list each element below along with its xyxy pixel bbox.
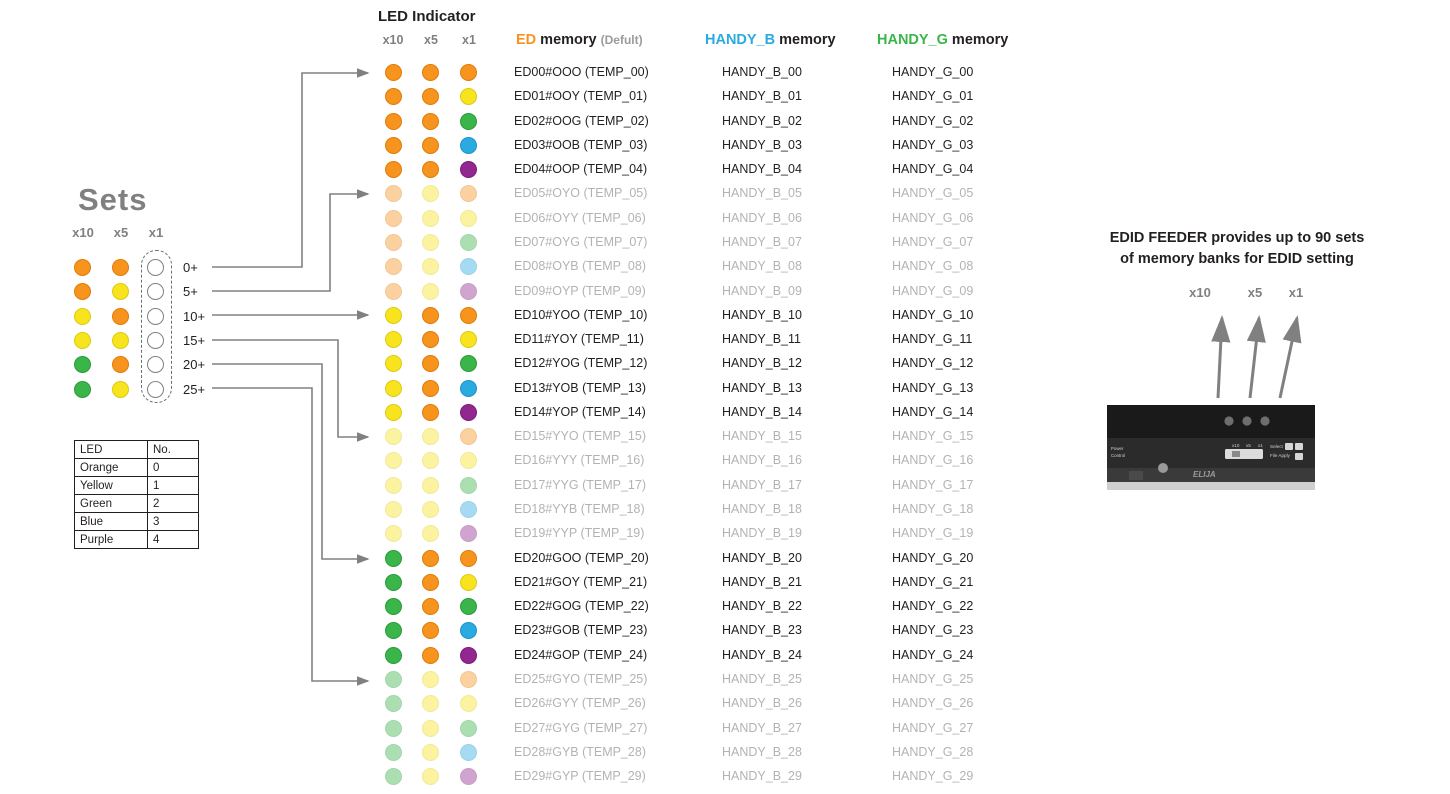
row-led-x5 (422, 477, 439, 494)
right-arrow-label-x10: x10 (1189, 285, 1211, 300)
handy-b-memory-label: HANDY_B_20 (722, 550, 802, 565)
handy-b-memory-label: HANDY_B_27 (722, 720, 802, 735)
row-led-x10 (385, 307, 402, 324)
row-led-x10 (385, 64, 402, 81)
led-col-x5: x5 (424, 33, 438, 47)
handy-b-memory-label: HANDY_B_29 (722, 769, 802, 784)
handy-g-memory-label: HANDY_G_24 (892, 647, 974, 662)
handy-g-memory-label: HANDY_G_06 (892, 210, 974, 225)
handy-g-memory-label: HANDY_G_07 (892, 234, 974, 249)
ed-memory-label: ED13#YOB (TEMP_13) (514, 380, 646, 395)
row-led-x5 (422, 671, 439, 688)
handy-b-memory-label: HANDY_B_15 (722, 429, 802, 444)
row-led-x1 (460, 525, 477, 542)
row-led-x5 (422, 550, 439, 567)
row-led-x5 (422, 210, 439, 227)
ed-memory-label: ED05#OYO (TEMP_05) (514, 186, 648, 201)
row-led-x1 (460, 647, 477, 664)
row-led-x1 (460, 695, 477, 712)
handy-g-accent: HANDY_G (877, 32, 948, 48)
row-led-x1 (460, 671, 477, 688)
handy-b-memory-label: HANDY_B_12 (722, 356, 802, 371)
memory-bank-row (0, 307, 1000, 331)
handy-b-memory-label: HANDY_B_09 (722, 283, 802, 298)
handy-g-memory-label: HANDY_G_01 (892, 89, 974, 104)
memory-bank-row (0, 525, 1000, 549)
row-led-x5 (422, 185, 439, 202)
row-led-x1 (460, 550, 477, 567)
row-led-x5 (422, 283, 439, 300)
row-led-x5 (422, 234, 439, 251)
row-led-x5 (422, 768, 439, 785)
row-led-x10 (385, 185, 402, 202)
handy-g-memory-label: HANDY_G_20 (892, 550, 974, 565)
row-led-x5 (422, 404, 439, 421)
handy-b-memory-header (705, 32, 836, 48)
row-led-x5 (422, 622, 439, 639)
row-led-x1 (460, 501, 477, 518)
row-led-x10 (385, 525, 402, 542)
ed-memory-label: ED08#OYB (TEMP_08) (514, 259, 646, 274)
row-led-x10 (385, 137, 402, 154)
row-led-x5 (422, 380, 439, 397)
led-col-x1: x1 (462, 33, 476, 47)
row-led-x1 (460, 307, 477, 324)
ed-memory-label: ED24#GOP (TEMP_24) (514, 647, 648, 662)
row-led-x10 (385, 404, 402, 421)
row-led-x5 (422, 161, 439, 178)
row-led-x10 (385, 88, 402, 105)
handy-g-memory-label: HANDY_G_18 (892, 502, 974, 517)
svg-text:x1: x1 (1258, 443, 1263, 448)
memory-bank-row (0, 283, 1000, 307)
row-led-x1 (460, 161, 477, 178)
memory-bank-row (0, 695, 1000, 719)
row-led-x1 (460, 331, 477, 348)
ed-memory-label: ED22#GOG (TEMP_22) (514, 599, 649, 614)
ed-memory-rest: memory (536, 32, 597, 48)
row-led-x1 (460, 404, 477, 421)
ed-memory-label: ED23#GOB (TEMP_23) (514, 623, 648, 638)
handy-g-memory-label: HANDY_G_09 (892, 283, 974, 298)
handy-b-memory-label: HANDY_B_21 (722, 574, 802, 589)
handy-g-memory-label: HANDY_G_22 (892, 599, 974, 614)
row-led-x5 (422, 720, 439, 737)
handy-b-memory-label: HANDY_B_19 (722, 526, 802, 541)
row-led-x1 (460, 477, 477, 494)
ed-memory-label: ED00#OOO (TEMP_00) (514, 65, 649, 79)
row-led-x10 (385, 113, 402, 130)
handy-b-memory-label: HANDY_B_26 (722, 696, 802, 711)
handy-g-memory-label: HANDY_G_26 (892, 696, 974, 711)
handy-b-memory-label: HANDY_B_08 (722, 259, 802, 274)
row-led-x10 (385, 501, 402, 518)
svg-text:Power: Power (1111, 446, 1124, 451)
ed-memory-label: ED19#YYP (TEMP_19) (514, 526, 645, 541)
row-led-x1 (460, 720, 477, 737)
row-led-x5 (422, 137, 439, 154)
legend-cell-no: 1 (148, 477, 199, 495)
handy-b-memory-label: HANDY_B_11 (722, 332, 801, 347)
handy-b-memory-label: HANDY_B_25 (722, 672, 802, 686)
memory-bank-row (0, 452, 1000, 476)
handy-b-memory-label: HANDY_B_02 (722, 113, 802, 128)
row-led-x10 (385, 452, 402, 469)
handy-g-memory-label: HANDY_G_21 (892, 574, 974, 589)
handy-g-memory-label: HANDY_G_11 (892, 332, 973, 347)
handy-b-memory-label: HANDY_B_06 (722, 210, 802, 225)
row-led-x10 (385, 161, 402, 178)
memory-bank-row (0, 428, 1000, 452)
legend-cell-led: Yellow (75, 477, 148, 495)
memory-bank-row (0, 258, 1000, 282)
ed-memory-label: ED26#GYY (TEMP_26) (514, 696, 646, 711)
legend-cell-led: Blue (75, 513, 148, 531)
row-led-x10 (385, 647, 402, 664)
sets-row-label: 15+ (183, 332, 206, 348)
legend-cell-no: 2 (148, 495, 199, 513)
row-led-x5 (422, 428, 439, 445)
right-caption-line2: of memory banks for EDID setting (1120, 251, 1354, 268)
ed-memory-label: ED15#YYO (TEMP_15) (514, 429, 646, 444)
handy-b-memory-label: HANDY_B_01 (722, 89, 802, 104)
sets-row-label: 20+ (183, 357, 206, 373)
row-led-x1 (460, 64, 477, 81)
row-led-x5 (422, 574, 439, 591)
handy-b-rest: memory (775, 32, 836, 48)
row-led-x10 (385, 477, 402, 494)
memory-bank-row (0, 574, 1000, 598)
handy-g-memory-label: HANDY_G_19 (892, 526, 974, 541)
row-led-x5 (422, 113, 439, 130)
handy-b-memory-label: HANDY_B_10 (722, 307, 802, 322)
memory-bank-row (0, 355, 1000, 379)
row-led-x1 (460, 113, 477, 130)
right-caption (1072, 228, 1402, 270)
sets-col-x5: x5 (113, 225, 129, 240)
edid-feeder-device-image (1107, 405, 1315, 495)
led-col-x10: x10 (382, 33, 404, 47)
memory-bank-row (0, 671, 1000, 695)
ed-memory-label: ED12#YOG (TEMP_12) (514, 356, 648, 371)
handy-b-memory-label: HANDY_B_07 (722, 234, 802, 249)
ed-memory-label: ED29#GYP (TEMP_29) (514, 769, 646, 784)
handy-g-memory-label: HANDY_G_00 (892, 65, 974, 79)
memory-bank-row (0, 768, 1000, 792)
sets-row-label: 5+ (183, 284, 198, 300)
row-led-x5 (422, 355, 439, 372)
ed-memory-label: ED02#OOG (TEMP_02) (514, 113, 649, 128)
ed-memory-label: ED01#OOY (TEMP_01) (514, 89, 648, 104)
row-led-x10 (385, 768, 402, 785)
row-led-x10 (385, 234, 402, 251)
memory-bank-row (0, 64, 1000, 88)
handy-g-memory-header (877, 32, 1008, 48)
row-led-x10 (385, 744, 402, 761)
legend-cell-no: 4 (148, 531, 199, 549)
handy-g-memory-label: HANDY_G_02 (892, 113, 974, 128)
handy-g-memory-label: HANDY_G_10 (892, 307, 974, 322)
led-indicator-title: LED Indicator (378, 8, 476, 25)
ed-memory-label: ED03#OOB (TEMP_03) (514, 137, 648, 152)
ed-memory-label: ED16#YYY (TEMP_16) (514, 453, 645, 468)
handy-g-memory-label: HANDY_G_13 (892, 380, 974, 395)
ed-memory-label: ED04#OOP (TEMP_04) (514, 162, 648, 177)
handy-g-memory-label: HANDY_G_14 (892, 404, 974, 419)
memory-bank-row (0, 113, 1000, 137)
memory-bank-row (0, 380, 1000, 404)
right-arrow-label-x1: x1 (1288, 285, 1304, 300)
sets-col-x10: x10 (72, 225, 94, 240)
ed-memory-label: ED20#GOO (TEMP_20) (514, 550, 649, 565)
handy-b-memory-label: HANDY_B_16 (722, 453, 802, 468)
handy-b-memory-label: HANDY_B_14 (722, 404, 802, 419)
memory-bank-row (0, 234, 1000, 258)
legend-cell-led: Purple (75, 531, 148, 549)
handy-g-memory-label: HANDY_G_27 (892, 720, 974, 735)
memory-bank-row (0, 185, 1000, 209)
sets-row-label: 0+ (183, 260, 198, 275)
memory-bank-row (0, 501, 1000, 525)
ed-memory-accent: ED (516, 32, 537, 48)
row-led-x5 (422, 64, 439, 81)
svg-text:Control: Control (1111, 453, 1126, 458)
row-led-x10 (385, 428, 402, 445)
ed-memory-label: ED17#YYG (TEMP_17) (514, 477, 646, 492)
row-led-x10 (385, 720, 402, 737)
row-led-x10 (385, 355, 402, 372)
memory-bank-row (0, 550, 1000, 574)
handy-b-accent: HANDY_B (705, 32, 776, 48)
memory-bank-row (0, 137, 1000, 161)
handy-b-memory-label: HANDY_B_04 (722, 162, 802, 177)
row-led-x1 (460, 622, 477, 639)
memory-bank-row (0, 210, 1000, 234)
row-led-x1 (460, 598, 477, 615)
memory-bank-row (0, 647, 1000, 671)
row-led-x5 (422, 501, 439, 518)
row-led-x5 (422, 452, 439, 469)
legend-header-no: No. (148, 441, 199, 459)
handy-g-memory-label: HANDY_G_29 (892, 769, 974, 784)
row-led-x1 (460, 88, 477, 105)
svg-text:x10: x10 (1232, 443, 1240, 448)
row-led-x5 (422, 744, 439, 761)
row-led-x10 (385, 695, 402, 712)
legend-cell-no: 0 (148, 459, 199, 477)
handy-g-rest: memory (947, 32, 1009, 48)
handy-b-memory-label: HANDY_B_17 (722, 477, 802, 492)
ed-memory-label: ED07#OYG (TEMP_07) (514, 234, 648, 249)
row-led-x1 (460, 210, 477, 227)
row-led-x1 (460, 452, 477, 469)
handy-g-memory-label: HANDY_G_03 (892, 137, 974, 152)
handy-g-memory-label: HANDY_G_15 (892, 429, 974, 444)
row-led-x10 (385, 671, 402, 688)
row-led-x10 (385, 550, 402, 567)
row-led-x5 (422, 525, 439, 542)
row-led-x5 (422, 695, 439, 712)
ed-memory-header (516, 32, 643, 48)
row-led-x1 (460, 137, 477, 154)
row-led-x5 (422, 331, 439, 348)
ed-memory-label: ED06#OYY (TEMP_06) (514, 210, 646, 225)
memory-bank-row (0, 404, 1000, 428)
svg-text:x5: x5 (1246, 443, 1251, 448)
memory-bank-row (0, 598, 1000, 622)
handy-g-memory-label: HANDY_G_25 (892, 672, 974, 686)
svg-text:File Apply: File Apply (1270, 453, 1290, 458)
handy-b-memory-label: HANDY_B_13 (722, 380, 802, 395)
ed-memory-label: ED28#GYB (TEMP_28) (514, 744, 646, 759)
row-led-x1 (460, 428, 477, 445)
row-led-x5 (422, 647, 439, 664)
right-arrow-label-x5: x5 (1247, 285, 1263, 300)
handy-b-memory-label: HANDY_B_24 (722, 647, 802, 662)
handy-b-memory-label: HANDY_B_28 (722, 744, 802, 759)
ed-memory-label: ED14#YOP (TEMP_14) (514, 404, 646, 419)
row-led-x10 (385, 574, 402, 591)
handy-g-memory-label: HANDY_G_05 (892, 186, 974, 201)
row-led-x1 (460, 355, 477, 372)
memory-bank-row (0, 331, 1000, 355)
row-led-x1 (460, 744, 477, 761)
row-led-x10 (385, 283, 402, 300)
row-led-x10 (385, 598, 402, 615)
memory-bank-row (0, 161, 1000, 185)
handy-g-memory-label: HANDY_G_04 (892, 162, 974, 177)
row-led-x5 (422, 88, 439, 105)
ed-memory-label: ED27#GYG (TEMP_27) (514, 720, 648, 735)
handy-b-memory-label: HANDY_B_18 (722, 502, 802, 517)
row-led-x10 (385, 331, 402, 348)
row-led-x10 (385, 622, 402, 639)
ed-memory-label: ED10#YOO (TEMP_10) (514, 307, 648, 322)
row-led-x5 (422, 258, 439, 275)
row-led-x1 (460, 574, 477, 591)
row-led-x1 (460, 283, 477, 300)
svg-text:ELIJA: ELIJA (1193, 470, 1216, 479)
legend-cell-no: 3 (148, 513, 199, 531)
handy-g-memory-label: HANDY_G_23 (892, 623, 974, 638)
handy-b-memory-label: HANDY_B_23 (722, 623, 802, 638)
row-led-x5 (422, 307, 439, 324)
row-led-x10 (385, 258, 402, 275)
memory-bank-row (0, 744, 1000, 768)
row-led-x10 (385, 380, 402, 397)
memory-bank-row (0, 622, 1000, 646)
ed-memory-default-note: (Defult) (600, 33, 643, 47)
legend-cell-led: Green (75, 495, 148, 513)
row-led-x1 (460, 234, 477, 251)
handy-g-memory-label: HANDY_G_17 (892, 477, 974, 492)
ed-memory-label: ED09#OYP (TEMP_09) (514, 283, 646, 298)
memory-bank-row (0, 88, 1000, 112)
row-led-x10 (385, 210, 402, 227)
ed-memory-label: ED18#YYB (TEMP_18) (514, 502, 645, 517)
row-led-x1 (460, 185, 477, 202)
memory-bank-row (0, 477, 1000, 501)
sets-row-label: 25+ (183, 381, 206, 397)
ed-memory-label: ED21#GOY (TEMP_21) (514, 574, 648, 589)
legend-cell-led: Orange (75, 459, 148, 477)
svg-text:Select: Select (1270, 444, 1283, 449)
handy-g-memory-label: HANDY_G_08 (892, 259, 974, 274)
memory-bank-row (0, 720, 1000, 744)
row-led-x1 (460, 768, 477, 785)
handy-g-memory-label: HANDY_G_16 (892, 453, 974, 468)
row-led-x5 (422, 598, 439, 615)
handy-b-memory-label: HANDY_B_03 (722, 137, 802, 152)
legend-header-led: LED (75, 441, 148, 459)
ed-memory-label: ED25#GYO (TEMP_25) (514, 672, 648, 686)
sets-row-label: 10+ (183, 308, 206, 324)
handy-g-memory-label: HANDY_G_12 (892, 356, 974, 371)
ed-memory-label: ED11#YOY (TEMP_11) (514, 332, 644, 347)
right-caption-line1: EDID FEEDER provides up to 90 sets (1109, 230, 1365, 246)
handy-g-memory-label: HANDY_G_28 (892, 744, 974, 759)
sets-title: Sets (78, 182, 148, 217)
handy-b-memory-label: HANDY_B_22 (722, 599, 802, 614)
sets-col-x1: x1 (148, 225, 164, 240)
row-led-x1 (460, 380, 477, 397)
handy-b-memory-label: HANDY_B_05 (722, 186, 802, 201)
handy-b-memory-label: HANDY_B_00 (722, 65, 802, 79)
row-led-x1 (460, 258, 477, 275)
